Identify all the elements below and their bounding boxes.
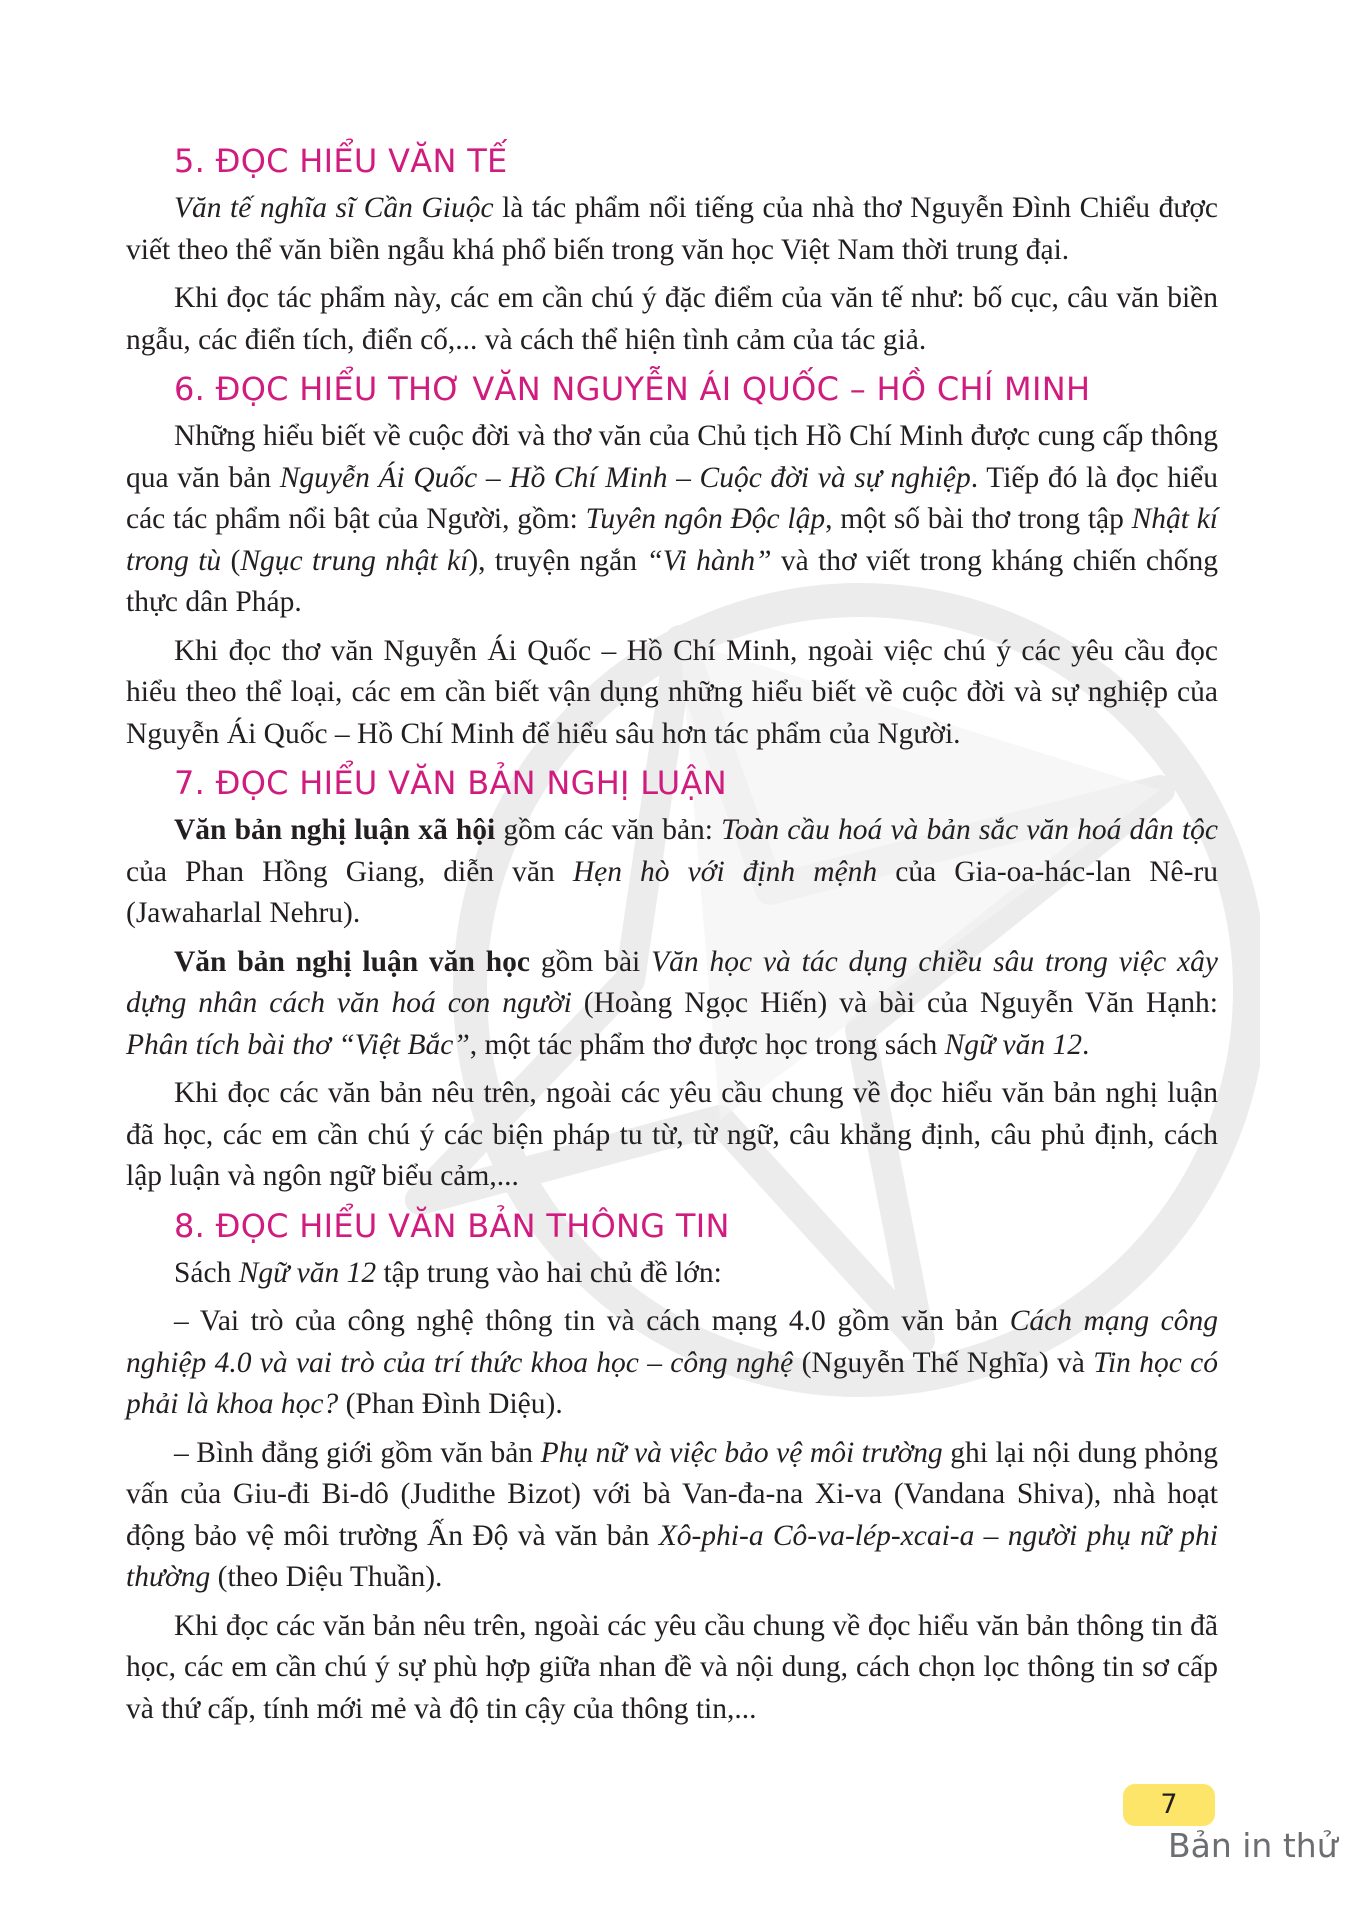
text-run: . bbox=[1081, 1028, 1090, 1061]
section bbox=[126, 368, 1218, 755]
text-run: (Hoàng Ngọc Hiến) và bài của Nguyễn Văn Hạnh: bbox=[571, 987, 1218, 1019]
section bbox=[126, 140, 1218, 361]
paragraph bbox=[126, 810, 1218, 935]
italic-title: Phụ nữ và việc bảo vệ môi trường bbox=[540, 1436, 943, 1469]
page-content bbox=[126, 140, 1218, 1737]
text-run: Khi đọc thơ văn Nguyễn Ái Quốc – Hồ Chí Minh, ngoài việc chú ý các yêu cầu đọc hiểu theo thể loại, các em cần biết vận dụng những hiểu biết về cuộc đời và sự nghiệp của Nguyễn Ái Quốc – Hồ Chí Minh để hiểu sâu hơn tác phẩm của Người. bbox=[126, 634, 1218, 750]
draft-stamp: Bản in thử bbox=[1168, 1826, 1338, 1865]
paragraph bbox=[126, 1606, 1218, 1731]
text-run: và thơ viết trong kháng chiến chống thực dân Pháp. bbox=[126, 544, 1219, 618]
italic-title: Ngữ văn 12 bbox=[238, 1256, 377, 1289]
text-run: Những hiểu biết về cuộc đời và thơ văn của Chủ tịch Hồ Chí Minh được cung cấp thông qua văn bản bbox=[126, 420, 1218, 494]
italic-title: Văn tế nghĩa sĩ Cần Giuộc bbox=[174, 192, 494, 224]
italic-title: “Vi hành” bbox=[646, 544, 772, 577]
italic-title: Tuyên ngôn Độc lập bbox=[585, 503, 826, 535]
section-heading: 8. ĐỌC HIỂU VĂN BẢN THÔNG TIN bbox=[174, 1206, 730, 1245]
text-run: ( bbox=[221, 544, 241, 577]
text-run: (Nguyễn Thế Nghĩa) và bbox=[793, 1346, 1094, 1379]
text-run: của Gia-oa-hác-lan Nê-ru (Jawaharlal Nehru). bbox=[126, 855, 1219, 929]
text-run: – Bình đẳng giới gồm văn bản bbox=[174, 1436, 541, 1469]
italic-title: Nguyễn Ái Quốc – Hồ Chí Minh – Cuộc đời và sự nghiệp bbox=[279, 461, 971, 494]
text-run: ), truyện ngắn bbox=[468, 544, 647, 577]
page-number: 7 bbox=[1123, 1784, 1215, 1826]
text-run: Khi đọc các văn bản nêu trên, ngoài các yêu cầu chung về đọc hiểu văn bản nghị luận đã học, các em cần chú ý các biện pháp tu từ, từ ngữ, câu khẳng định, câu phủ định, cách lập luận và ngôn ngữ biểu cảm,... bbox=[126, 1077, 1218, 1192]
bold-term: Văn bản nghị luận văn học bbox=[174, 945, 531, 978]
paragraph bbox=[126, 416, 1218, 624]
text-run: của Phan Hồng Giang, diễn văn bbox=[126, 855, 573, 888]
italic-title: Xô-phi-a Cô-va-lép-xcai-a – người phụ nữ phi thường bbox=[126, 1519, 1218, 1593]
text-run: Khi đọc tác phẩm này, các em cần chú ý đặc điểm của văn tế như: bố cục, câu văn biền ngẫu, các điển tích, điển cố,... và cách thể hiện tình cảm của tác giả. bbox=[126, 282, 1218, 356]
section bbox=[126, 1205, 1218, 1731]
italic-title: Hẹn hò với định mệnh bbox=[572, 855, 878, 888]
bold-term: Văn bản nghị luận xã hội bbox=[174, 814, 496, 846]
paragraph bbox=[126, 1301, 1218, 1426]
paragraph bbox=[126, 1433, 1218, 1599]
section-heading: 5. ĐỌC HIỂU VĂN TẾ bbox=[174, 142, 508, 180]
italic-title: Tin học có phải là khoa học? bbox=[126, 1346, 1219, 1420]
paragraph bbox=[126, 942, 1218, 1067]
paragraph bbox=[126, 278, 1218, 361]
text-run: – Vai trò của công nghệ thông tin và cách mạng 4.0 gồm văn bản bbox=[174, 1305, 1010, 1337]
text-run: tập trung vào hai chủ đề lớn: bbox=[376, 1256, 722, 1289]
section bbox=[126, 762, 1218, 1198]
italic-title: Ngữ văn 12 bbox=[944, 1028, 1082, 1061]
text-run: ghi lại nội dung phỏng vấn của Giu-đi Bi-dô (Judithe Bizot) với bà Van-đa-na Xi-va (Vandana Shiva), nhà hoạt động bảo vệ môi trường Ấn Độ và văn bản bbox=[126, 1436, 1218, 1552]
italic-title: Phân tích bài thơ “Việt Bắc” bbox=[126, 1028, 470, 1061]
text-run: , một tác phẩm thơ được học trong sách bbox=[469, 1028, 945, 1061]
paragraph bbox=[126, 1073, 1218, 1198]
text-run: gồm các văn bản: bbox=[495, 814, 722, 846]
section-heading: 7. ĐỌC HIỂU VĂN BẢN NGHỊ LUẬN bbox=[174, 764, 727, 802]
section-heading: 6. ĐỌC HIỂU THƠ VĂN NGUYỄN ÁI QUỐC – HỒ CHÍ MINH bbox=[174, 370, 1091, 408]
text-run: (theo Diệu Thuần). bbox=[210, 1561, 443, 1593]
text-run: (Phan Đình Diệu). bbox=[338, 1388, 563, 1420]
italic-title: Cách mạng công nghiệp 4.0 và vai trò của trí thức khoa học – công nghệ bbox=[126, 1305, 1218, 1379]
paragraph bbox=[126, 1253, 1218, 1295]
italic-title: Nhật kí trong tù bbox=[126, 503, 1219, 577]
text-run: Sách bbox=[174, 1256, 239, 1289]
text-run: . Tiếp đó là đọc hiểu các tác phẩm nổi bật của Người, gồm: bbox=[126, 461, 1219, 535]
text-run: gồm bài bbox=[530, 945, 652, 978]
text-run: Khi đọc các văn bản nêu trên, ngoài các yêu cầu chung về đọc hiểu văn bản thông tin đã học, các em cần chú ý sự phù hợp giữa nhan đề và nội dung, cách chọn lọc thông tin sơ cấp và thứ cấp, tính mới mẻ và độ tin cậy của thông tin,... bbox=[126, 1609, 1218, 1725]
italic-title: Toàn cầu hoá và bản sắc văn hoá dân tộc bbox=[721, 814, 1218, 846]
text-run: , một số bài thơ trong tập bbox=[825, 503, 1132, 535]
paragraph bbox=[126, 188, 1218, 271]
paragraph bbox=[126, 631, 1218, 756]
italic-title: Văn học và tác dụng chiều sâu trong việc xây dựng nhân cách văn hoá con người bbox=[126, 945, 1218, 1019]
italic-title: Ngục trung nhật kí bbox=[240, 544, 469, 577]
text-run: là tác phẩm nổi tiếng của nhà thơ Nguyễn Đình Chiểu được viết theo thể văn biền ngẫu khá phổ biến trong văn học Việt Nam thời trung đại. bbox=[126, 192, 1219, 266]
